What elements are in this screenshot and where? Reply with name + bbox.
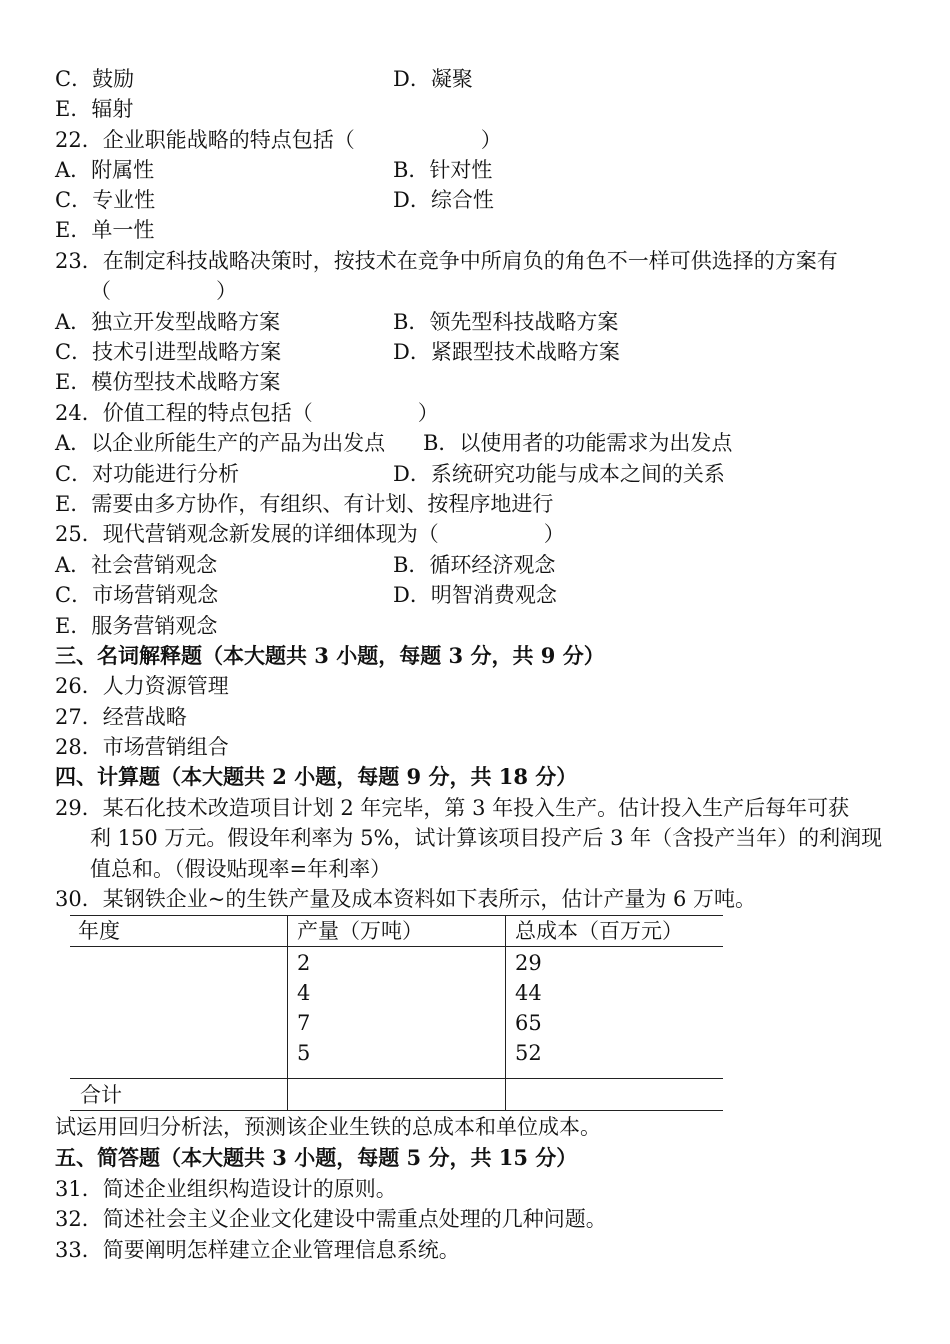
- q22-option-a: A．附属性: [55, 158, 155, 182]
- table-cell-cost: 44: [515, 981, 542, 1005]
- table-cell-output: 2: [297, 951, 311, 975]
- table-cell-output: 7: [297, 1011, 311, 1035]
- q22-option-c: C．专业性: [55, 188, 156, 212]
- table-cell-output: 5: [297, 1041, 311, 1065]
- q31: 31．简述企业组织构造设计的原则。: [55, 1177, 397, 1201]
- q25-option-a: A．社会营销观念: [55, 553, 218, 577]
- q30-stem: 30．某钢铁企业~的生铁产量及成本资料如下表所示，估计产量为 6 万吨。: [55, 887, 757, 911]
- q24-option-e: E．需要由多方协作，有组织、有计划、按程序地进行: [55, 492, 554, 516]
- q25-option-c: C．市场营销观念: [55, 583, 219, 607]
- q23-stem-cont: （ ）: [90, 279, 237, 303]
- q22-stem: 22．企业职能战略的特点包括（ ）: [55, 128, 502, 152]
- q21-option-d: D．凝聚: [393, 67, 473, 91]
- q25-options-ab: [55, 550, 556, 580]
- q23-options-ab: [55, 307, 619, 337]
- q24-stem: 24．价值工程的特点包括（ ）: [55, 401, 439, 425]
- q29-line3: 值总和。（假设贴现率=年利率）: [90, 857, 392, 881]
- q24-options-ab: [55, 428, 733, 458]
- q23-option-c: C．技术引进型战略方案: [55, 340, 282, 364]
- q24-options-cd: [55, 459, 725, 489]
- q24-option-a: A．以企业所能生产的产品为出发点: [55, 431, 386, 455]
- q23-option-a: A．独立开发型战略方案: [55, 310, 281, 334]
- table-header-year: 年度: [78, 919, 120, 943]
- q22-option-e: E．单一性: [55, 218, 155, 242]
- q24-option-d: D．系统研究功能与成本之间的关系: [393, 462, 725, 486]
- table-cell-cost: 65: [515, 1011, 542, 1035]
- q24-option-c: C．对功能进行分析: [55, 462, 240, 486]
- q22-options-cd: [55, 185, 494, 215]
- q24-option-b: B．以使用者的功能需求为出发点: [423, 431, 733, 455]
- q30-instruction: 试运用回归分析法，预测该企业生铁的总成本和单位成本。: [55, 1115, 601, 1139]
- q33: 33．简要阐明怎样建立企业管理信息系统。: [55, 1238, 460, 1262]
- q25-option-d: D．明智消费观念: [393, 583, 557, 607]
- section5-title: 五、简答题（本大题共 3 小题，每题 5 分，共 15 分）: [55, 1145, 578, 1170]
- q21-options-cd: [55, 64, 473, 94]
- table-total-label: 合计: [80, 1083, 122, 1107]
- q25-options-cd: [55, 580, 557, 610]
- q21-option-c: C．鼓励: [55, 67, 135, 91]
- table-col-divider-2: [505, 915, 506, 1110]
- table-col-divider-1: [287, 915, 288, 1110]
- q23-option-d: D．紧跟型技术战略方案: [393, 340, 620, 364]
- q26: 26．人力资源管理: [55, 674, 229, 698]
- q32: 32．简述社会主义企业文化建设中需重点处理的几种问题。: [55, 1207, 607, 1231]
- table-total-rule: [70, 1078, 723, 1079]
- q25-option-b: B．循环经济观念: [393, 553, 556, 577]
- table-bottom-rule: [70, 1110, 723, 1111]
- q23-option-e: E．模仿型技术战略方案: [55, 370, 281, 394]
- table-header-cost: 总成本（百万元）: [515, 919, 683, 943]
- table-cell-cost: 29: [515, 951, 542, 975]
- table-header-rule: [70, 946, 723, 947]
- q23-options-cd: [55, 337, 620, 367]
- section4-title: 四、计算题（本大题共 2 小题，每题 9 分，共 18 分）: [55, 764, 578, 789]
- q21-option-e: E．辐射: [55, 97, 134, 121]
- q22-options-ab: [55, 155, 493, 185]
- section3-title: 三、名词解释题（本大题共 3 小题，每题 3 分，共 9 分）: [55, 643, 605, 668]
- q22-option-d: D．综合性: [393, 188, 494, 212]
- q28: 28．市场营销组合: [55, 735, 229, 759]
- q29-line1: 29．某石化技术改造项目计划 2 年完毕，第 3 年投入生产。估计投入生产后每年可获: [55, 796, 850, 820]
- table-cell-cost: 52: [515, 1041, 542, 1065]
- q25-option-e: E．服务营销观念: [55, 614, 218, 638]
- q23-stem: 23．在制定科技战略决策时，按技术在竞争中所肩负的角色不一样可供选择的方案有: [55, 249, 838, 273]
- q29-line2: 利 150 万元。假设年利率为 5%，试计算该项目投产后 3 年（含投产当年）的利润现: [90, 826, 883, 850]
- q27: 27．经营战略: [55, 705, 187, 729]
- q25-stem: 25．现代营销观念新发展的详细体现为（ ）: [55, 522, 565, 546]
- q22-option-b: B．针对性: [393, 158, 493, 182]
- table-header-output: 产量（万吨）: [297, 919, 423, 943]
- table-cell-output: 4: [297, 981, 311, 1005]
- q23-option-b: B．领先型科技战略方案: [393, 310, 619, 334]
